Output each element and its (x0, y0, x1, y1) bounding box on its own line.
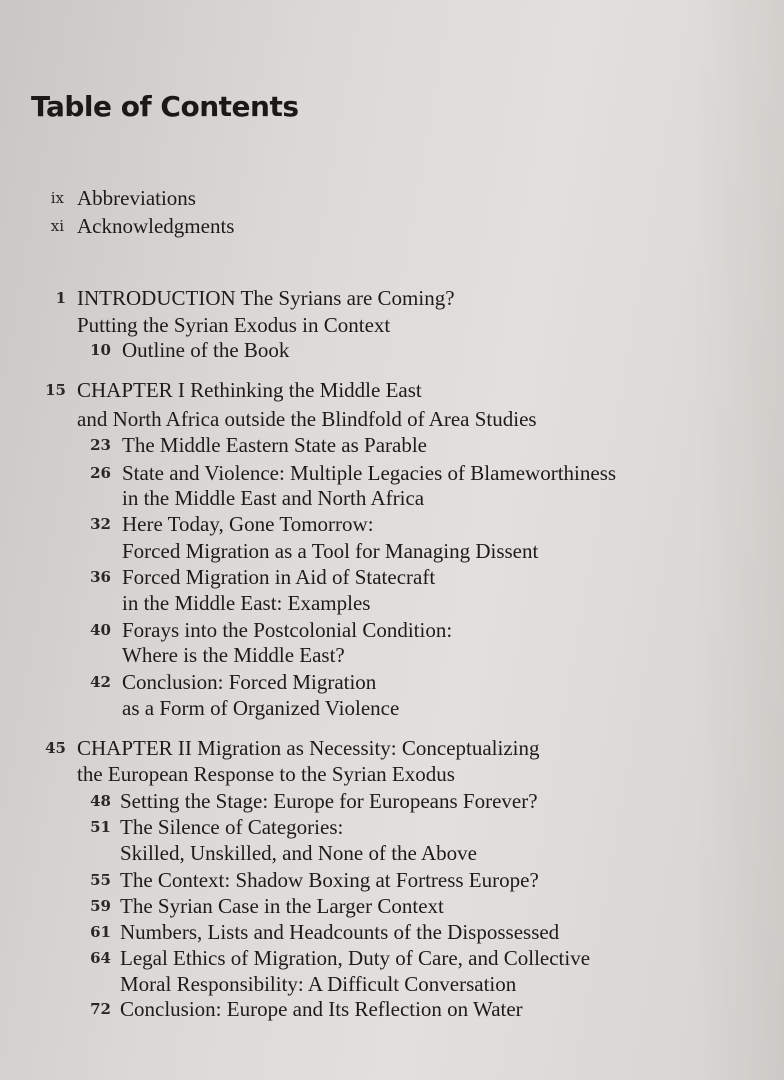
chapter-title-line: INTRODUCTION The Syrians are Coming? (77, 286, 455, 310)
section-title: Forays into the Postcolonial Condition: (122, 618, 453, 642)
section-page-number: 42 (90, 673, 111, 691)
toc-page-number: xi (50, 217, 64, 235)
chapter-page-number: 15 (45, 381, 66, 399)
toc-entry-title: Acknowledgments (77, 214, 235, 238)
section-title: The Middle Eastern State as Parable (122, 433, 427, 457)
section-page-number: 48 (90, 792, 111, 810)
section-title-continuation: Skilled, Unskilled, and None of the Above (120, 841, 477, 865)
section-title: The Silence of Categories: (120, 815, 344, 839)
section-title: Setting the Stage: Europe for Europeans Forever? (120, 789, 538, 813)
section-page-number: 26 (90, 464, 111, 482)
chapter-title-line: Putting the Syrian Exodus in Context (77, 313, 391, 337)
section-page-number: 59 (90, 897, 111, 915)
section-page-number: 40 (90, 621, 111, 639)
section-title: Conclusion: Forced Migration (122, 670, 377, 694)
section-page-number: 32 (90, 515, 111, 533)
section-title-continuation: in the Middle East: Examples (122, 591, 371, 615)
section-page-number: 10 (90, 341, 111, 359)
section-page-number: 72 (90, 1000, 111, 1018)
chapter-title-line: the European Response to the Syrian Exodus (77, 762, 455, 786)
section-title-continuation: in the Middle East and North Africa (122, 486, 425, 510)
section-title: The Syrian Case in the Larger Context (120, 894, 444, 918)
section-title: Conclusion: Europe and Its Reflection on Water (120, 997, 523, 1021)
section-page-number: 51 (90, 818, 111, 836)
section-title: The Context: Shadow Boxing at Fortress Europe? (120, 868, 539, 892)
chapter-title-line: and North Africa outside the Blindfold of Area Studies (77, 407, 537, 431)
chapter-title-line: CHAPTER II Migration as Necessity: Conceptualizing (77, 736, 540, 760)
page-shadow (694, 0, 784, 1080)
section-title: Numbers, Lists and Headcounts of the Dispossessed (120, 920, 560, 944)
section-title-continuation: Where is the Middle East? (122, 643, 345, 667)
section-title: Legal Ethics of Migration, Duty of Care, and Collective (120, 946, 591, 970)
section-page-number: 64 (90, 949, 111, 967)
section-page-number: 55 (90, 871, 111, 889)
section-title-continuation: Forced Migration as a Tool for Managing Dissent (122, 539, 539, 563)
section-page-number: 36 (90, 568, 111, 586)
section-title: Here Today, Gone Tomorrow: (122, 512, 374, 536)
chapter-page-number: 1 (55, 289, 66, 307)
section-title-continuation: Moral Responsibility: A Difficult Conversation (120, 972, 517, 996)
section-title-continuation: as a Form of Organized Violence (122, 696, 400, 720)
section-page-number: 61 (90, 923, 111, 941)
page-title: Table of Contents (31, 90, 299, 123)
toc-page-number: ix (50, 189, 64, 207)
chapter-title-line: CHAPTER I Rethinking the Middle East (77, 378, 422, 402)
section-title: Outline of the Book (122, 338, 290, 362)
chapter-page-number: 45 (45, 739, 66, 757)
section-title: Forced Migration in Aid of Statecraft (122, 565, 436, 589)
toc-entry-title: Abbreviations (77, 186, 196, 210)
section-title: State and Violence: Multiple Legacies of Blameworthiness (122, 461, 617, 485)
section-page-number: 23 (90, 436, 111, 454)
